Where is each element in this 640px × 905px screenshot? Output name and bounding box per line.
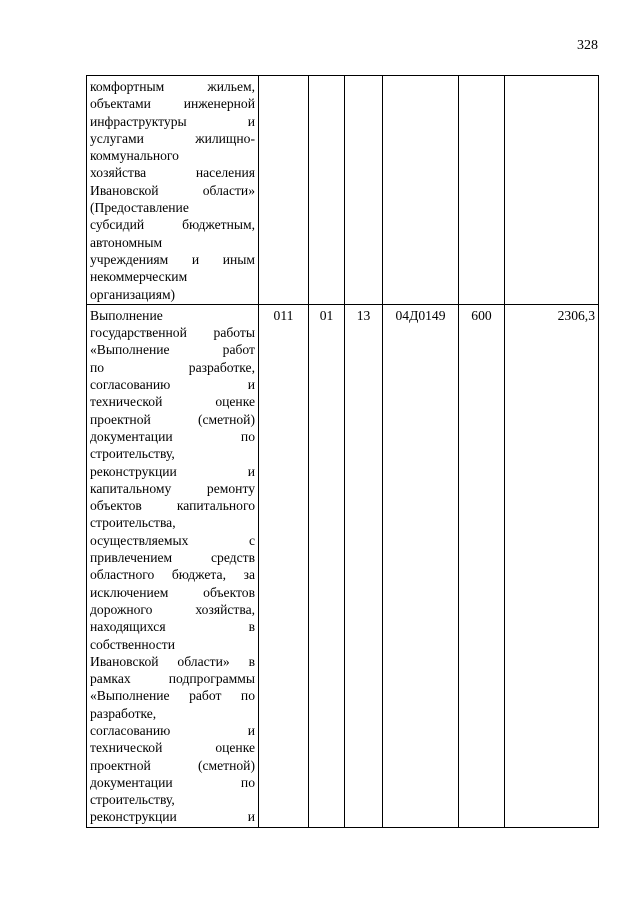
page-number: 328 — [577, 38, 598, 53]
description-line: объектами инженерной — [90, 96, 255, 112]
description-line: субсидий бюджетным, — [90, 217, 255, 233]
description-line: привлечением средств — [90, 550, 255, 566]
description-line: документации по — [90, 774, 255, 790]
description-line: собственности — [90, 636, 176, 652]
description-line: реконструкции и — [90, 809, 255, 825]
amount-cell: 2306,3 — [505, 304, 599, 827]
description-line: организациям) — [90, 286, 176, 302]
description-line: хозяйства населения — [90, 165, 255, 181]
description-line: капитальному ремонту — [90, 480, 255, 496]
description-line: Ивановской области» в — [90, 653, 255, 669]
target-article-cell: 04Д0149 — [383, 304, 459, 827]
row-description — [87, 304, 259, 827]
description-line: некоммерческим — [90, 269, 188, 285]
description-line: рамках подпрограммы — [90, 671, 255, 687]
table-row — [87, 76, 599, 305]
amount-cell — [505, 76, 599, 305]
subsection-code-cell: 13 — [345, 304, 383, 827]
description-line: государственной работы — [90, 325, 255, 341]
description-line: комфортным жильем, — [90, 79, 255, 94]
description-line: по разработке, — [90, 359, 255, 375]
table-row — [87, 304, 599, 827]
row-description — [87, 76, 259, 305]
expense-type-cell: 600 — [459, 304, 505, 827]
description-line: инфраструктуры и — [90, 113, 255, 129]
description-line: учреждениям и иным — [90, 251, 255, 267]
description-line: согласованию и — [90, 377, 255, 393]
description-line: строительству, — [90, 792, 175, 808]
description-line: разработке, — [90, 705, 157, 721]
ministry-code-cell — [259, 76, 309, 305]
description-line: строительства, — [90, 515, 176, 531]
section-code-cell: 01 — [309, 304, 345, 827]
description-line: согласованию и — [90, 722, 255, 738]
description-line: строительству, — [90, 446, 175, 462]
description-line: «Выполнение работ — [90, 342, 255, 358]
description-line: реконструкции и — [90, 463, 255, 479]
description-line: услугами жилищно- — [90, 130, 255, 146]
description-line: документации по — [90, 428, 255, 444]
description-line: технической оценке — [90, 740, 255, 756]
section-code-cell — [309, 76, 345, 305]
ministry-code-cell: 011 — [259, 304, 309, 827]
description-line: проектной (сметной) — [90, 411, 255, 427]
description-line: проектной (сметной) — [90, 757, 255, 773]
description-line: коммунального — [90, 148, 179, 164]
description-line: осуществляемых с — [90, 532, 255, 548]
subsection-code-cell — [345, 76, 383, 305]
description-line: дорожного хозяйства, — [90, 601, 255, 617]
expense-type-cell — [459, 76, 505, 305]
budget-table — [86, 75, 599, 828]
description-line: исключением объектов — [90, 584, 255, 600]
description-line: объектов капитального — [90, 498, 255, 514]
description-line: областного бюджета, за — [90, 567, 255, 583]
description-line: (Предоставление — [90, 200, 189, 216]
target-article-cell — [383, 76, 459, 305]
description-line: «Выполнение работ по — [90, 688, 255, 704]
description-line: технической оценке — [90, 394, 255, 410]
description-line: автономным — [90, 234, 163, 250]
description-line: находящихся в — [90, 619, 255, 635]
description-line: Выполнение — [90, 307, 163, 323]
description-line: Ивановской области» — [90, 182, 255, 198]
